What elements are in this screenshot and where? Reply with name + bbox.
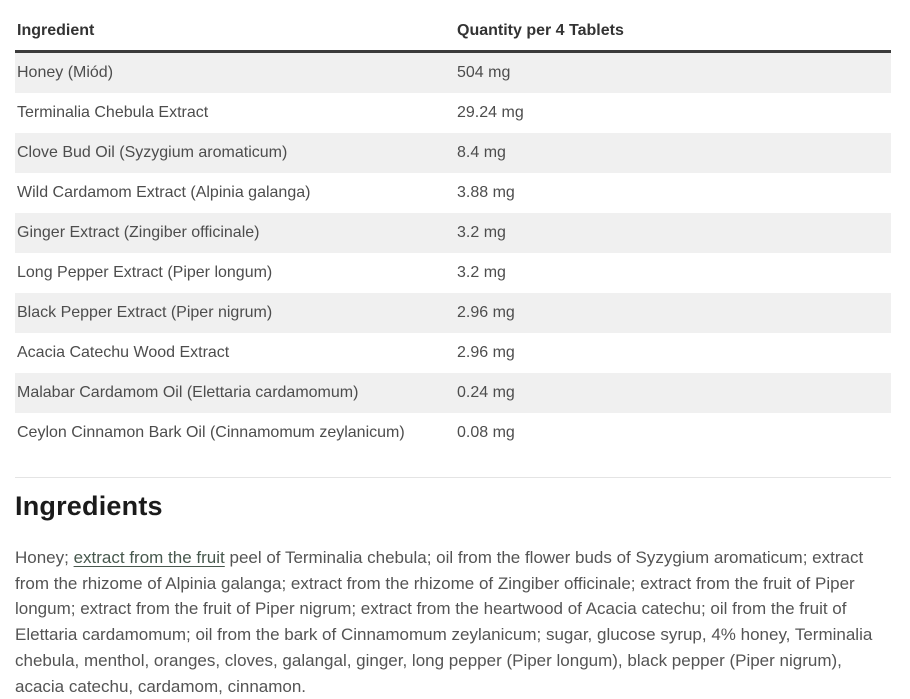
table-row — [15, 52, 891, 94]
ingredient-cell: Ginger Extract (Zingiber officinale) — [17, 224, 260, 241]
ingredient-table-section — [15, 15, 891, 478]
quantity-cell: 0.08 mg — [457, 424, 515, 441]
quantity-cell: 2.96 mg — [457, 304, 515, 321]
paragraph-prefix-text: Honey; — [15, 548, 74, 567]
quantity-cell: 504 mg — [457, 64, 511, 81]
ingredient-cell: Long Pepper Extract (Piper longum) — [17, 264, 273, 281]
header-row — [15, 15, 891, 52]
ingredient-cell: Black Pepper Extract (Piper nigrum) — [17, 304, 273, 321]
table-row — [15, 173, 891, 213]
quantity-cell: 8.4 mg — [457, 144, 506, 161]
ingredients-heading: Ingredients — [15, 491, 163, 521]
ingredient-cell: Acacia Catechu Wood Extract — [17, 344, 230, 361]
quantity-cell: 3.2 mg — [457, 264, 506, 281]
ingredient-cell: Ceylon Cinnamon Bark Oil (Cinnamomum zeylanicum) — [17, 424, 405, 441]
ingredient-cell: Clove Bud Oil (Syzygium aromaticum) — [17, 144, 288, 161]
table-row — [15, 93, 891, 133]
quantity-cell: 2.96 mg — [457, 344, 515, 361]
table-row — [15, 253, 891, 293]
quantity-cell: 3.88 mg — [457, 184, 515, 201]
table-row — [15, 413, 891, 453]
ingredients-paragraph — [15, 545, 891, 699]
ingredient-cell: Malabar Cardamom Oil (Elettaria cardamomum) — [17, 384, 359, 401]
quantity-cell: 0.24 mg — [457, 384, 515, 401]
table-row — [15, 133, 891, 173]
table-row — [15, 373, 891, 413]
ingredients-text-section — [15, 491, 891, 699]
ingredients-table-header — [15, 15, 891, 52]
paragraph-suffix-text: peel of Terminalia chebula; oil from the flower buds of Syzygium aromaticum; extract from the rhizome of Alpinia galanga; extract from the rhizome of Zingiber officinale; extract from the fruit of Piper longum; extract from the fruit of Piper nigrum; extract from the heartwood of Acacia catechu; oil from the fruit of Elettaria cardamomum; oil from the bark of Cinnamomum zeylanicum; sugar, glucose syrup, 4% honey, Terminalia chebula, menthol, oranges, cloves, galangal, ginger, long pepper (Piper longum), black pepper (Piper nigrum), acacia catechu, cardamom, cinnamon. — [15, 548, 873, 696]
table-row — [15, 333, 891, 373]
ingredients-table — [15, 15, 891, 453]
ingredient-cell: Terminalia Chebula Extract — [17, 104, 209, 121]
fruit-extract-link[interactable]: extract from the fruit — [73, 548, 225, 567]
quantity-cell: 3.2 mg — [457, 224, 506, 241]
column-header-quantity: Quantity per 4 Tablets — [455, 15, 891, 52]
ingredients-table-body — [15, 52, 891, 454]
table-row — [15, 293, 891, 333]
column-header-ingredient: Ingredient — [15, 15, 455, 52]
table-row — [15, 213, 891, 253]
ingredient-cell: Honey (Miód) — [17, 64, 114, 81]
ingredient-cell: Wild Cardamom Extract (Alpinia galanga) — [17, 184, 311, 201]
quantity-cell: 29.24 mg — [457, 104, 524, 121]
